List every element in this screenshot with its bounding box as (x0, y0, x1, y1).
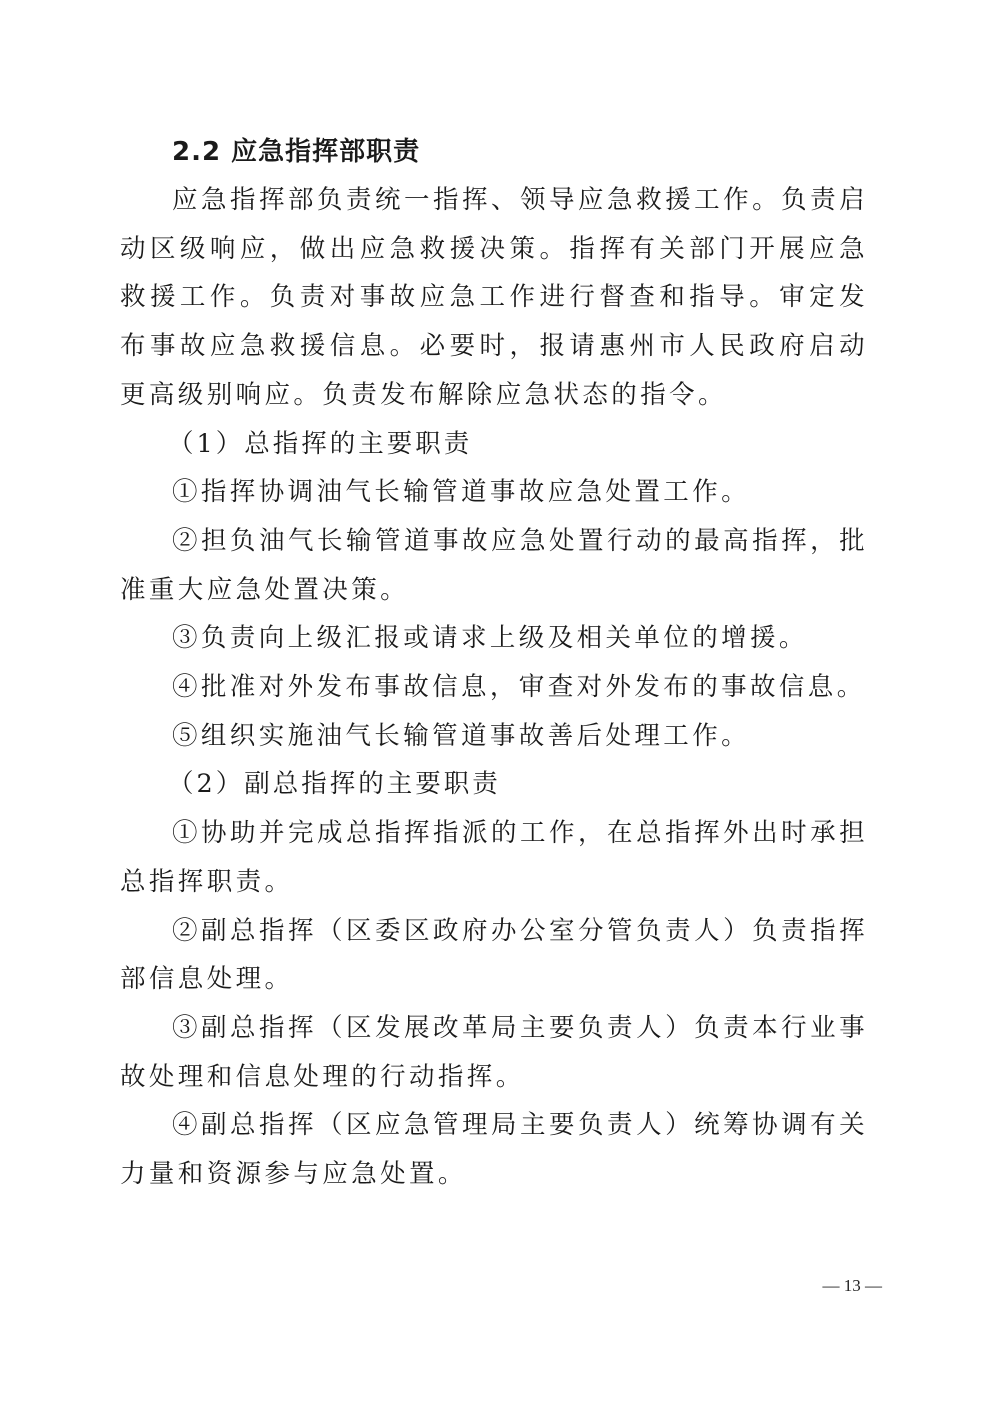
chief-duty-item: ①指挥协调油气长输管道事故应急处置工作。 (172, 477, 751, 508)
section-heading: 2.2 应急指挥部职责 (172, 137, 421, 167)
intro-paragraph: 应急指挥部负责统一指挥、领导应急救援工作。负责启动区级响应，做出应急救援决策。指挥有关部门开展应急救援工作。负责对事故应急工作进行督查和指导。审定发布事故应急救援信息。必要时，报请惠州市人民政府启动更高级别响应。负责发布解除应急状态的指令。 (120, 185, 868, 410)
page-number: — 13 — (822, 1276, 882, 1295)
deputy-duty-item: ③副总指挥（区发展改革局主要负责人）负责本行业事故处理和信息处理的行动指挥。 (120, 1012, 868, 1092)
chief-duty-item: ③负责向上级汇报或请求上级及相关单位的增援。 (172, 623, 808, 654)
document-body (120, 128, 868, 1199)
subsection-title-chief: （1）总指挥的主要职责 (168, 428, 473, 459)
chief-duty-item: ④批准对外发布事故信息，审查对外发布的事故信息。 (172, 672, 866, 703)
subsection-title-deputy: （2）副总指挥的主要职责 (168, 769, 501, 800)
deputy-duty-item: ①协助并完成总指挥指派的工作，在总指挥外出时承担总指挥职责。 (120, 818, 868, 897)
chief-duty-item: ⑤组织实施油气长输管道事故善后处理工作。 (172, 720, 751, 751)
deputy-duty-item: ④副总指挥（区应急管理局主要负责人）统筹协调有关力量和资源参与应急处置。 (120, 1110, 868, 1190)
chief-duty-item: ②担负油气长输管道事故应急处置行动的最高指挥，批准重大应急处置决策。 (120, 525, 868, 605)
deputy-duty-item: ②副总指挥（区委区政府办公室分管负责人）负责指挥部信息处理。 (120, 915, 868, 995)
